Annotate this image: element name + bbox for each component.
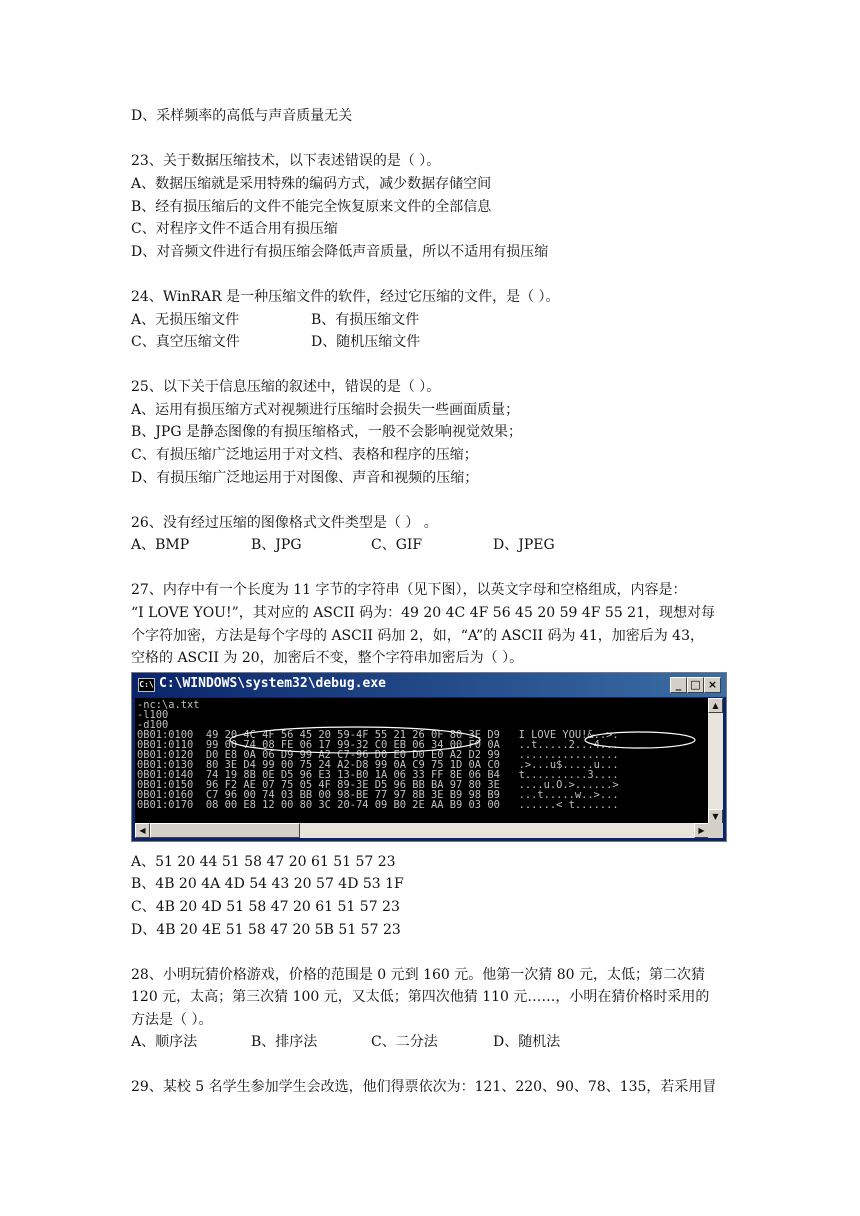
console-icon: C:\ xyxy=(138,678,155,692)
console-line: 0B01:0160 C7 96 00 74 03 BB 00 98-BE 77 97 8B 3E B9 98 B9 ...t.....w..>... xyxy=(137,789,619,801)
console-line: -d100 xyxy=(137,719,169,731)
q28-line-2: 120 元，太高；第三次猜 100 元，又太低；第四次他猜 110 元……，小明在猜价格时采用的 xyxy=(131,989,710,1005)
q25-question: 25、以下关于信息压缩的叙述中，错误的是（ ）。 xyxy=(131,379,441,395)
q27-option-d: D、4B 20 4E 51 58 47 20 5B 51 57 23 xyxy=(131,922,401,938)
ascii-highlight-ellipse xyxy=(585,732,695,748)
q26-option-c: C、GIF xyxy=(371,537,423,553)
q27-line-1: 27、内存中有一个长度为 11 字节的字符串（见下图），以英文字母和空格组成，内容是： xyxy=(131,582,687,598)
q28-option-c: C、二分法 xyxy=(371,1034,438,1050)
q28-line-3: 方法是（ ）。 xyxy=(131,1012,213,1028)
q26-options xyxy=(131,535,555,555)
q26-question: 26、没有经过压缩的图像格式文件类型是（ ） 。 xyxy=(131,515,438,531)
scroll-right-arrow[interactable]: ▶ xyxy=(694,823,709,838)
q29-line: 29、某校 5 名学生参加学生会改选，他们得票依次为：121、220、90、78、135，若采用冒 xyxy=(131,1079,717,1095)
console-line: 0B01:0120 D0 E8 0A 06 D9 99 A2 C7-96 D0 E0 D0 E0 A2 D2 99 ................ xyxy=(137,749,619,761)
q28-option-a: A、顺序法 xyxy=(131,1034,198,1050)
debug-window xyxy=(131,672,727,842)
q28-option-d: D、随机法 xyxy=(493,1034,561,1050)
q23-option-a: A、数据压缩就是采用特殊的编码方式，减少数据存储空间 xyxy=(131,176,492,192)
q22-option-d: D、采样频率的高低与声音质量无关 xyxy=(131,108,353,124)
q24-question: 24、WinRAR 是一种压缩文件的软件，经过它压缩的文件，是（ ）。 xyxy=(131,289,560,305)
console-line: 0B01:0140 74 19 8B 0E D5 96 E3 13-B0 1A 06 33 FF 8E 06 B4 t..........3.... xyxy=(137,769,619,781)
maximize-button[interactable]: □ xyxy=(687,677,704,693)
scroll-down-arrow[interactable]: ▼ xyxy=(708,809,723,824)
q23-question: 23、关于数据压缩技术，以下表述错误的是（ ）。 xyxy=(131,153,441,169)
q26-option-a: A、BMP xyxy=(131,537,190,553)
q27-option-b: B、4B 20 4A 4D 54 43 20 57 4D 53 1F xyxy=(131,876,404,892)
scrollbar-corner xyxy=(708,823,723,838)
console-line: 0B01:0100 49 20 4C 4F 56 45 20 59-4F 55 21 26 0F 80 3E D9 I LOVE YOU!&..>. xyxy=(137,729,619,741)
scroll-up-arrow[interactable]: ▲ xyxy=(708,698,723,713)
q24-options-row1 xyxy=(131,310,419,330)
q24-option-b: B、有损压缩文件 xyxy=(311,312,420,328)
q27-line-3: 个字符加密，方法是每个字母的 ASCII 码加 2，如，“A”的 ASCII 码为 41，加密后为 43， xyxy=(131,628,705,644)
q27-line-2: “I LOVE YOU!”，其对应的 ASCII 码为：49 20 4C 4F 56 45 20 59 4F 55 21，现想对每 xyxy=(131,605,716,621)
q26-option-d: D、JPEG xyxy=(493,537,555,553)
q24-option-c: C、真空压缩文件 xyxy=(131,334,240,350)
hex-highlight-ellipse xyxy=(230,727,480,753)
q23-option-c: C、对程序文件不适合用有损压缩 xyxy=(131,221,338,237)
console-line: 0B01:0170 08 00 E8 12 00 80 3C 20-74 09 B0 2E AA B9 03 00 ......< t....... xyxy=(137,799,619,811)
q23-option-b: B、经有损压缩后的文件不能完全恢复原来文件的全部信息 xyxy=(131,199,492,215)
q27-option-c: C、4B 20 4D 51 58 47 20 61 51 57 23 xyxy=(131,899,400,915)
debug-window-title: C:\WINDOWS\system32\debug.exe xyxy=(159,676,386,691)
minimize-button[interactable]: _ xyxy=(670,677,687,693)
q28-option-b: B、排序法 xyxy=(251,1034,318,1050)
q28-line-1: 28、小明玩猜价格游戏，价格的范围是 0 元到 160 元。他第一次猜 80 元，太低；第二次猜 xyxy=(131,967,705,983)
q25-option-c: C、有损压缩广泛地运用于对文档、表格和程序的压缩； xyxy=(131,447,478,463)
console-line: -nc:\a.txt xyxy=(137,699,200,711)
scroll-left-arrow[interactable]: ◀ xyxy=(135,823,150,838)
q24-options-row2 xyxy=(131,332,420,352)
close-button[interactable]: × xyxy=(704,677,721,693)
q24-option-a: A、无损压缩文件 xyxy=(131,312,240,328)
horizontal-scroll-thumb[interactable] xyxy=(150,823,300,838)
debug-titlebar[interactable] xyxy=(132,673,726,697)
q27-option-a: A、51 20 44 51 58 47 20 61 51 57 23 xyxy=(131,854,396,870)
q24-option-d: D、随机压缩文件 xyxy=(311,334,421,350)
console-line: 0B01:0130 80 3E D4 99 00 75 24 A2-D8 99 0A C9 75 1D 0A C0 .>...u$.....u... xyxy=(137,759,619,771)
q26-option-b: B、JPG xyxy=(251,537,302,553)
q25-option-a: A、运用有损压缩方式对视频进行压缩时会损失一些画面质量； xyxy=(131,402,520,418)
q27-line-4: 空格的 ASCII 为 20，加密后不变，整个字符串加密后为（ ）。 xyxy=(131,650,524,666)
q28-options xyxy=(131,1032,560,1052)
q25-option-b: B、JPG 是静态图像的有损压缩格式，一般不会影响视觉效果； xyxy=(131,424,522,440)
console-line: 0B01:0150 96 F2 AE 07 75 05 4F 89-3E D5 96 BB BA 97 80 3E ....u.O.>......> xyxy=(137,779,619,791)
console-line: -l100 xyxy=(137,709,169,721)
highlight-ellipses xyxy=(135,698,709,824)
q25-option-d: D、有损压缩广泛地运用于对图像、声音和视频的压缩； xyxy=(131,470,479,486)
horizontal-scrollbar[interactable] xyxy=(135,823,709,838)
q23-option-d: D、对音频文件进行有损压缩会降低声音质量，所以不适用有损压缩 xyxy=(131,244,549,260)
console-line: 0B01:0110 99 00 74 08 FE 06 17 99-32 C0 EB 06 34 00 F0 0A ..t.....2...4... xyxy=(137,739,619,751)
vertical-scrollbar[interactable] xyxy=(708,698,723,824)
